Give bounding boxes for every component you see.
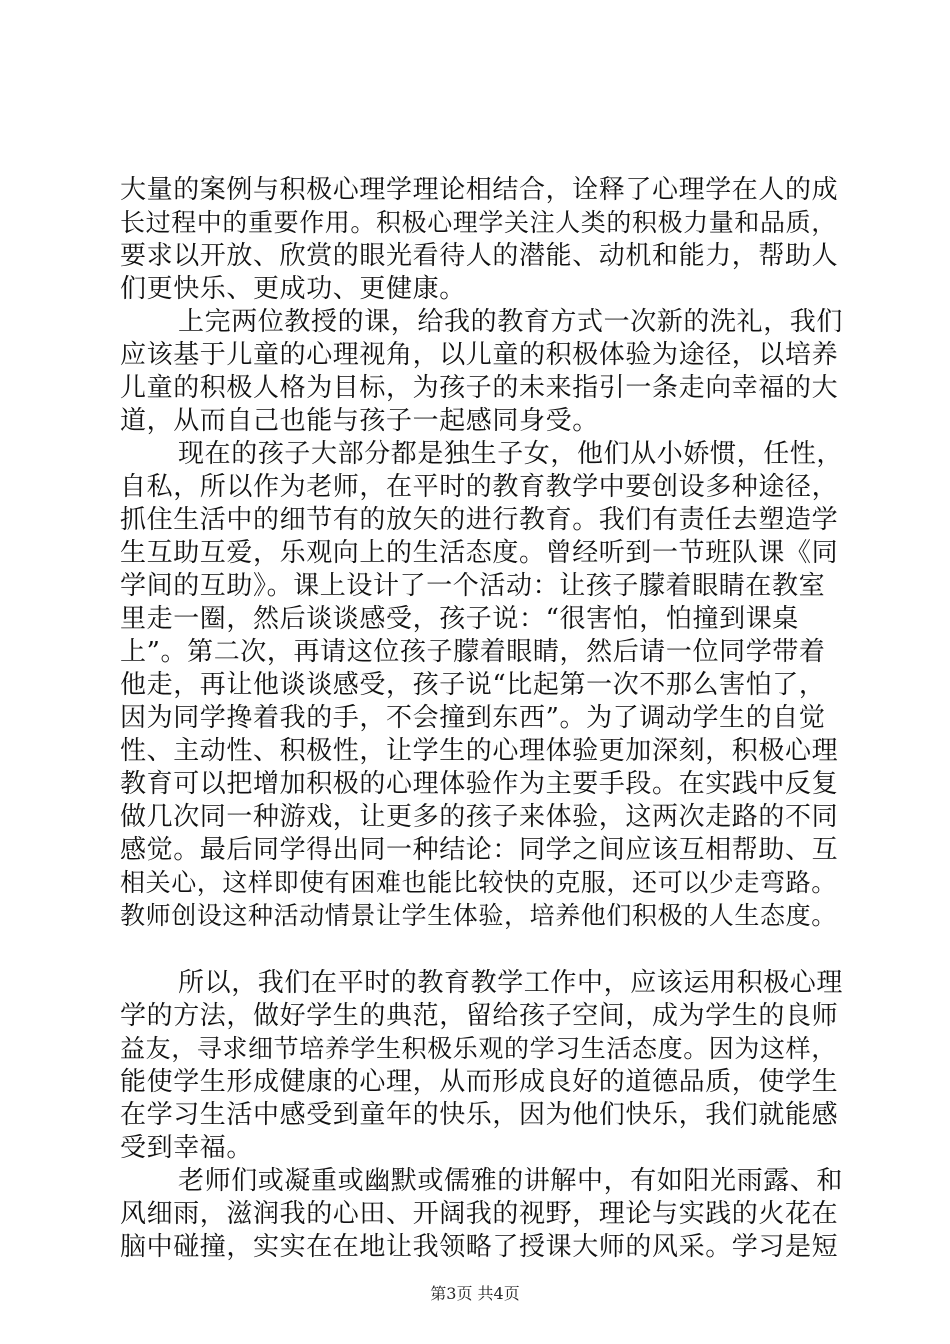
text-line: 道，从而自己也能与孩子一起感同身受。	[120, 406, 599, 436]
text-line: 学的方法，做好学生的典范，留给孩子空间，成为学生的良师	[120, 1001, 839, 1031]
text-line: 生互助互爱，乐观向上的生活态度。曾经听到一节班队课《同	[120, 538, 839, 568]
text-line: 性、主动性、积极性，让学生的心理体验更加深刻，积极心理	[120, 736, 839, 766]
text-line: 大量的案例与积极心理学理论相结合，诠释了心理学在人的成	[120, 175, 839, 205]
text-line: 相关心，这样即使有困难也能比较快的克服，还可以少走弯路。	[120, 868, 837, 897]
text-line: 在学习生活中感受到童年的快乐，因为他们快乐，我们就能感	[120, 1100, 839, 1130]
text-line: 学间的互助》。课上设计了一个活动：让孩子朦着眼睛在教室	[120, 571, 826, 601]
text-line: 自私，所以作为老师，在平时的教育教学中要创设多种途径，	[120, 472, 839, 502]
text-line: 感觉。最后同学得出同一种结论：同学之间应该互相帮助、互	[120, 835, 839, 865]
text-line: 上完两位教授的课，给我的教育方式一次新的洗礼，我们	[178, 307, 844, 337]
text-line: 儿童的积极人格为目标，为孩子的未来指引一条走向幸福的大	[120, 373, 839, 403]
text-line: 应该基于儿童的心理视角，以儿童的积极体验为途径，以培养	[120, 340, 839, 370]
text-line: 现在的孩子大部分都是独生子女，他们从小娇惯，任性，	[178, 439, 844, 469]
text-line: 老师们或凝重或幽默或儒雅的讲解中，有如阳光雨露、和	[178, 1166, 844, 1196]
text-line: 上”。第二次，再请这位孩子朦着眼睛，然后请一位同学带着	[120, 637, 826, 667]
text-line: 脑中碰撞，实实在在地让我领略了授课大师的风采。学习是短	[120, 1232, 839, 1262]
text-line: 能使学生形成健康的心理，从而形成良好的道德品质，使学生	[120, 1067, 839, 1097]
text-line: 们更快乐、更成功、更健康。	[120, 274, 466, 304]
text-line: 教师创设这种活动情景让学生体验，培养他们积极的人生态度。	[120, 901, 837, 930]
text-line: 他走，再让他谈谈感受，孩子说“比起第一次不那么害怕了，	[120, 670, 826, 700]
text-line: 教育可以把增加积极的心理体验作为主要手段。在实践中反复	[120, 769, 839, 799]
page-footer: 第3页 共4页	[430, 1284, 520, 1303]
text-line: 风细雨，滋润我的心田、开阔我的视野，理论与实践的火花在	[120, 1199, 839, 1229]
text-line: 长过程中的重要作用。积极心理学关注人类的积极力量和品质，	[120, 208, 837, 237]
text-line: 要求以开放、欣赏的眼光看待人的潜能、动机和能力，帮助人	[120, 241, 839, 271]
text-line: 所以，我们在平时的教育教学工作中，应该运用积极心理	[178, 968, 844, 998]
text-line: 做几次同一种游戏，让更多的孩子来体验，这两次走路的不同	[120, 802, 839, 832]
text-line: 受到幸福。	[120, 1133, 254, 1163]
text-line: 里走一圈，然后谈谈感受，孩子说：“很害怕，怕撞到课桌	[120, 604, 799, 634]
text-line: 抓住生活中的细节有的放矢的进行教育。我们有责任去塑造学	[120, 505, 839, 535]
text-line: 益友，寻求细节培养学生积极乐观的学习生活态度。因为这样，	[120, 1034, 837, 1063]
text-line: 因为同学搀着我的手，不会撞到东西”。为了调动学生的自觉	[120, 703, 826, 733]
